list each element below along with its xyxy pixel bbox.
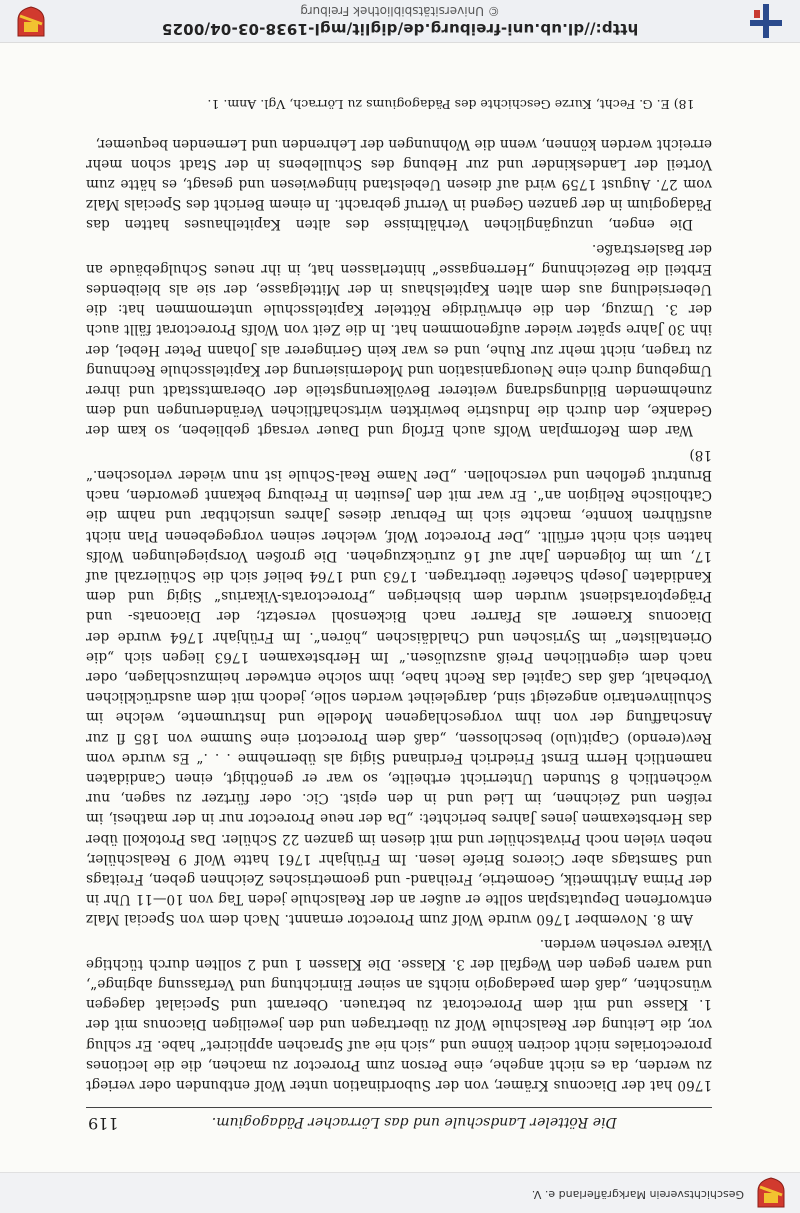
running-title: Die Rötteler Landschule und das Lörracher Pädagogium.	[211, 1114, 617, 1130]
copyright-text: © Universitätsbibliothek Freiburg	[300, 4, 500, 18]
society-text: Geschichtsverein Markgräflerland e. V.	[531, 1188, 744, 1201]
running-head	[86, 1107, 712, 1133]
paragraph: Am 8. November 1760 wurde Wolf zum Prorector ernannt. Nach dem von Special Malz entworfenen Deputatsplan sollte er außer an der Realschule jeden Tag von 10—11 Uhr in der Prima Arithmetik, Geometrie, Freihand- und geometrisches Zeichnen geben, Freitags und Samstags aber Ciceros Briefe lesen. Im Frühjahr 1761 hatte Wolf 9 Realschüler, neben vielen noch Privatschüler und mit diesen im ganzen 22 Schüler. Das Protokoll über das Herbstexamen jenes Jahres berichtet: „Da der neue Prorector nur in der mathesi, im reißen und Zeichnen, im Lied und in den epist. Cic. oder fürtzer zu sagen, nur wöchentlich 8 Stunden Unterricht ertheilte, so war er genöthigt, einen Candidaten namentlich Herrn Ernst Friedrich Ferdinand Sigig als übernehme . . .“ Es wurde vom Rev(erendo) Capit(ulo) beschlossen, „daß dem Prorectori eine Summe von 185 fl zur Anschaffung der von ihm vorgeschlagenen Modelle und Instrumente, welche im Schulinventario angezeigt sind, dargeleihet werden solle, jedoch mit dem ausdrücklichen Vorbehalt, daß das Capitel das Recht habe, ihm solche entweder heimzuschlagen, oder nach dem eigentlichen Preiß auszulösen.“ Im Herbstexamen 1763 liegen sich „die Orientalisten“ im Syrischen und Chaldäischen „hören“. Im Frühjahr 1764 wurde der Diaconus Kraemer als Pfarrer nach Bickensohl versetzt; der Diaconats- und Prägeptoratsdienst wurden dem bisherigen „Prorectorats-Vikarius“ Sigig und dem Kandidaten Joseph Schaefer übertragen. 1763 und 1764 belief sich die Schülerzahl auf 17, um im folgenden Jahr auf 16 zurückzugehen. Die großen Vorspiegelungen Wolfs hatten sich nicht erfüllt. „Der Prorector Wolf, welcher seinen vorgegebenen Plan nicht ausführen konnte, machte sich im Februar dieses Jahres unsichtbar und nahm die Catholische Religion an“. Er war mit den Jesuiten in Freiburg bekannt geworden, nach Bruntrut geflohen und verschollen. „Der Name Real-Schule ist nun wieder verloschen.“ 18)	[86, 446, 712, 928]
paragraph: War dem Reformplan Wolfs auch Erfolg und Dauer versagt geblieben, so kam der Gedanke, den durch die Industrie bewirkten wirtschaftlichen Veränderungen und dem zunehmenden Bildungsdrang weiterer Bevölkerungsteile der Oberamtsstadt und ihrer Umgebung durch eine Neuorganisation und Modernisierung der Kapitelsschule Rechnung zu tragen, nicht mehr zur Ruhe, und es war kein Geringerer als Johann Peter Hebel, der ihn 30 Jahre später wieder aufgenommen hat. In die Zeit von Wolfs Prorectorat fällt auch der 3. Umzug, den die ehrwürdige Rötteler Kapitelsschule unternommen hat: die Uebersiedlung aus dem alten Kapitelshaus in der Mittelgasse, der sie als bleibendes Erbteil die Bezeichnung „Herrengasse“ hinterlassen hat, in ihr neues Schulgebäude an der Baslerstraße.	[86, 240, 712, 439]
society-logo-icon	[754, 1177, 788, 1209]
footnote: 18) E. G. Fecht, Kurze Geschichte des Pädagogiums zu Lörrach, Vgl. Anm. 1.	[207, 97, 695, 113]
university-cross-icon	[746, 4, 786, 38]
society-logo-icon	[14, 4, 48, 38]
page-number: 119	[88, 1114, 119, 1133]
paragraph: Die engen, unzugänglichen Verhältnisse des alten Kapitelhauses hatten das Pädagogium in der ganzen Gegend in Verruf gebracht. In einem Bericht des Specials Malz vom 27. August 1759 wird auf diesen Uebelstand hingewiesen und gesagt, es hätte zum Vorteil der Landeskinder und zur Hebung des Schullebens in der Stadt schon mehr erreicht werden können, wenn die Wohnungen der Lehrenden und Lernenden bequemer,	[86, 135, 712, 233]
body-text	[86, 133, 712, 1095]
paragraph: 1760 hat der Diaconus Krämer, von der Subordination unter Wolf entbunden oder veriegt zu werden, da es nicht angehe, eine Person zum Prorector zu machen, die die lectiones prorectoriales nicht dociren könne und „sich nie auf Sprachen appliciret“ habe. Er schlug vor, die Leitung der Realschule Wolf zu übertragen und den jeweiligen Diaconus mit der 1. Klasse und mit dem Prorectorat zu betrauen. Oberamt und Specialat dagegen wünschten, „daß dem paedagogio nichts an seiner Einrichtung und Verfassung abginge“, und waren gegen den Wegfall der 3. Klasse. Die Klassen 1 und 2 sollten durch tüchtige Vikare versehen werden.	[86, 935, 712, 1093]
source-url[interactable]: http://dl.ub.uni-freiburg.de/diglit/mgl-1938-03-04/0025	[161, 20, 639, 38]
top-banner	[0, 1172, 800, 1213]
bottom-banner	[0, 0, 800, 43]
page-content	[86, 95, 712, 1133]
